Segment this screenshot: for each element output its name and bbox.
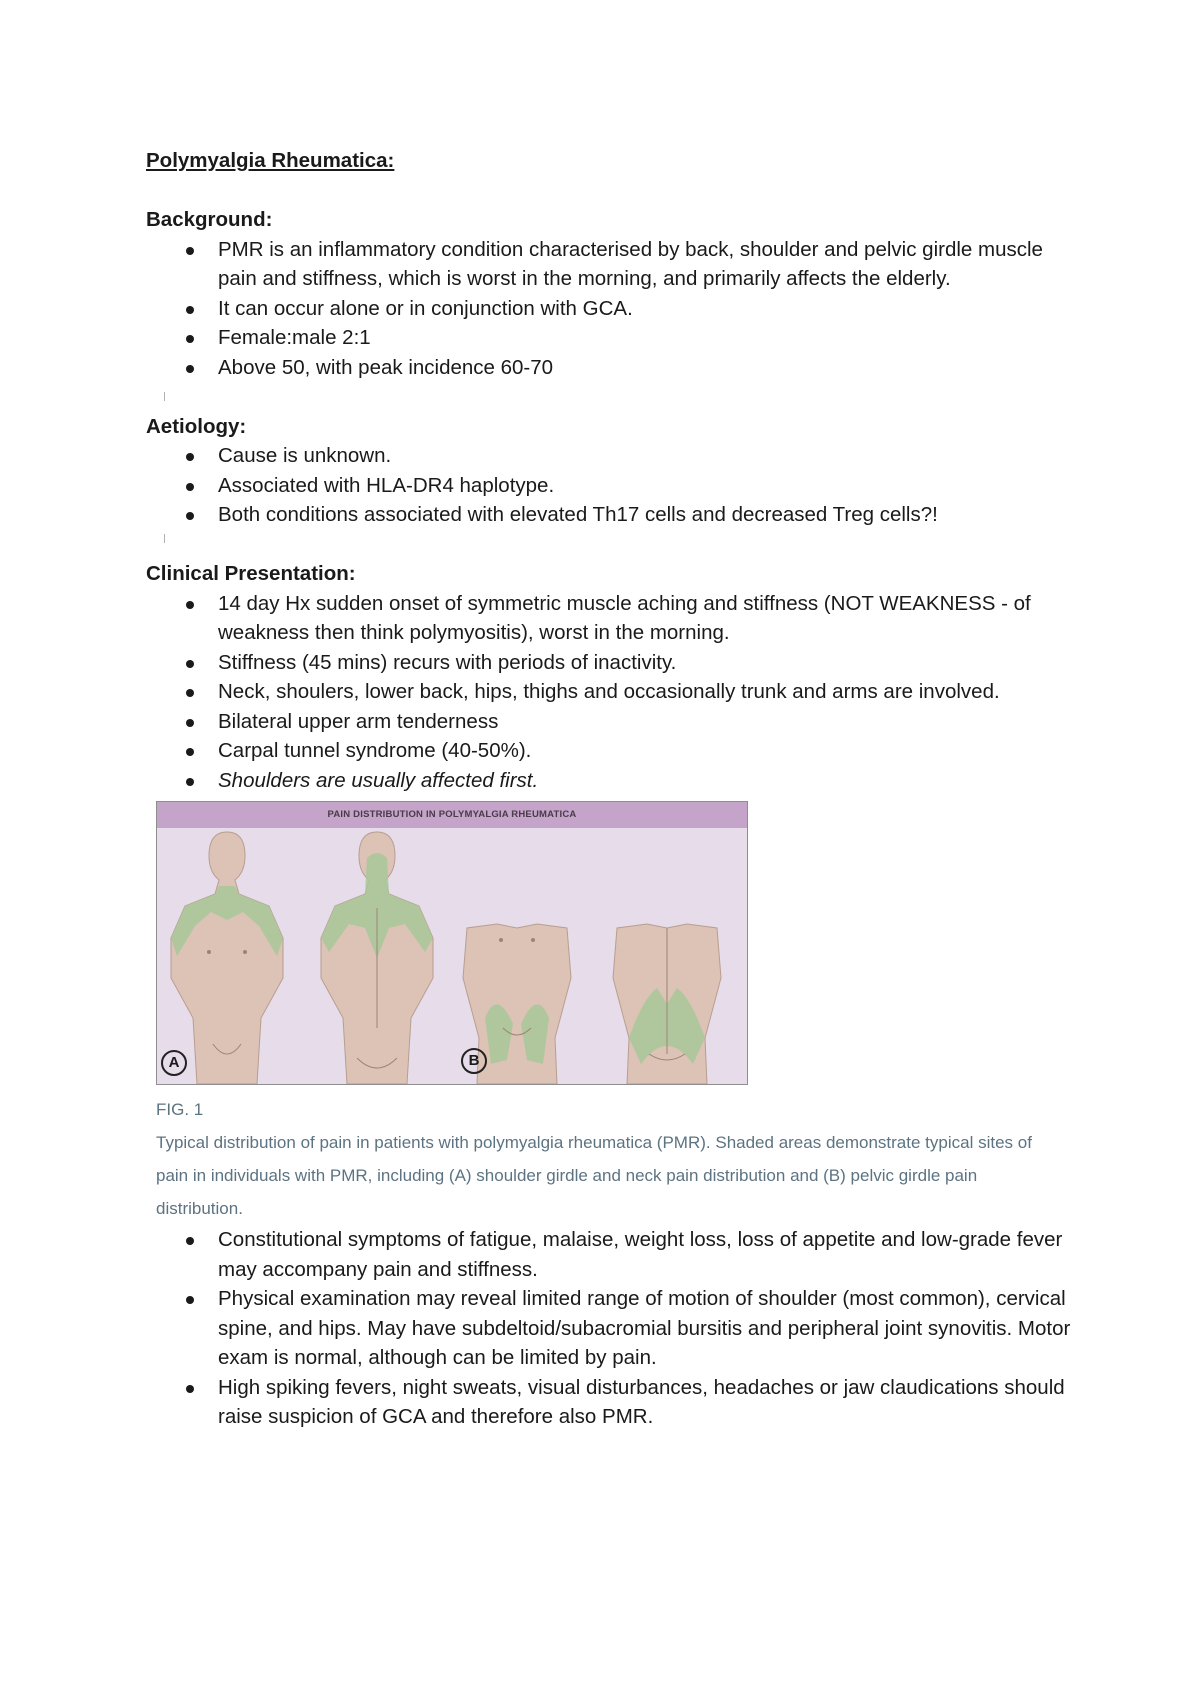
list-item-italic: Shoulders are usually affected first. [146, 766, 1086, 796]
document-body [146, 146, 1086, 1432]
list-item: Carpal tunnel syndrome (40-50%). [146, 736, 1086, 766]
figure-caption: Typical distribution of pain in patients with polymyalgia rheumatica (PMR). Shaded areas demonstrate typical sites of pain in individuals with PMR, including (A) shoulder girdle and neck pain distribution and (B) pelvic girdle pain distribution. [156, 1133, 1032, 1218]
list-item: Physical examination may reveal limited range of motion of shoulder (most common), cervical spine, and hips. May have subdeltoid/subacromial bursitis and peripheral joint synovitis. Motor exam is normal, although can be limited by pain. [146, 1284, 1086, 1373]
list-item: Constitutional symptoms of fatigue, malaise, weight loss, loss of appetite and low-grade fever may accompany pain and stiffness. [146, 1225, 1086, 1284]
list-item: Bilateral upper arm tenderness [146, 707, 1086, 737]
list-item: 14 day Hx sudden onset of symmetric muscle aching and stiffness (NOT WEAKNESS - of weakness then think polymyositis), worst in the morning. [146, 589, 1086, 648]
list-item: PMR is an inflammatory condition characterised by back, shoulder and pelvic girdle muscle pain and stiffness, which is worst in the morning, and primarily affects the elderly. [146, 235, 1086, 294]
list-item: Female:male 2:1 [146, 323, 1086, 353]
clinical-list [146, 589, 1086, 796]
aetiology-list [146, 441, 1086, 530]
front-upper-body-figure [171, 832, 283, 1084]
list-item: High spiking fevers, night sweats, visual disturbances, headaches or jaw claudications should raise suspicion of GCA and therefore also PMR. [146, 1373, 1086, 1432]
list-item: Cause is unknown. [146, 441, 1086, 471]
document-title: Polymyalgia Rheumatica: [146, 149, 395, 172]
list-item: Both conditions associated with elevated Th17 cells and decreased Treg cells?! [146, 500, 1086, 530]
body-illustration [157, 828, 747, 1084]
pain-distribution-figure [156, 801, 748, 1085]
list-item: Neck, shoulers, lower back, hips, thighs and occasionally trunk and arms are involved. [146, 677, 1086, 707]
figure-label-a: A [161, 1050, 187, 1076]
list-item: Associated with HLA-DR4 haplotype. [146, 471, 1086, 501]
figure-header: PAIN DISTRIBUTION IN POLYMYALGIA RHEUMATICA [157, 802, 747, 828]
back-lower-body-figure [613, 924, 721, 1084]
empty-line-marker [146, 382, 1086, 412]
section-heading-clinical-presentation: Clinical Presentation: [146, 562, 356, 585]
figure-label-b: B [461, 1048, 487, 1074]
back-upper-body-figure [321, 832, 433, 1084]
figure-number: FIG. 1 [156, 1100, 204, 1119]
list-item: Stiffness (45 mins) recurs with periods of inactivity. [146, 648, 1086, 678]
section-heading-background: Background: [146, 208, 273, 231]
list-item: Above 50, with peak incidence 60-70 [146, 353, 1086, 383]
list-item: It can occur alone or in conjunction with GCA. [146, 294, 1086, 324]
empty-line-marker [146, 530, 1086, 560]
section-heading-aetiology: Aetiology: [146, 414, 247, 438]
background-list [146, 235, 1086, 383]
clinical-list-continued [146, 1225, 1086, 1432]
